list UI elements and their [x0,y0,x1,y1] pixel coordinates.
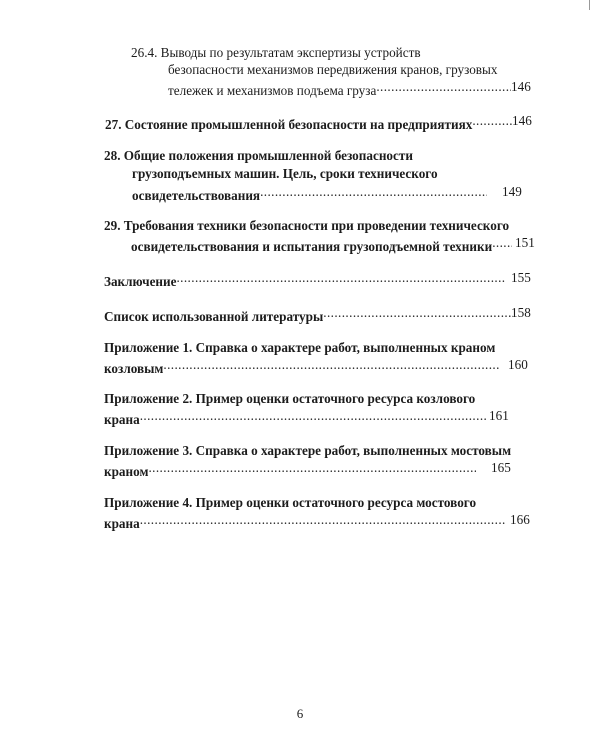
toc-entry-27-title: 27. Состояние промышленной безопасности на предприятиях [105,117,473,132]
toc-entry-appendix-3-page: 165 [491,460,511,475]
toc-entry-references-title: Список использованной литературы [104,309,324,324]
toc-entry-appendix-2-title-line1: Приложение 2. Пример оценки остаточного ресурса козлового [104,391,476,406]
page-number: 6 [296,706,304,721]
toc-entry-27-page: 146 [512,113,532,128]
toc-entry-references [104,305,513,325]
toc-entry-29-line2 [131,235,512,255]
toc-entry-28-title-line3: освидетельствования [132,188,261,203]
toc-entry-26-4-title-line3: тележек и механизмов подъема груза [168,83,377,98]
toc-entry-conclusion-page: 155 [511,270,531,285]
leader-dots [472,113,512,129]
toc-entry-appendix-2-line2 [104,408,486,428]
toc-entry-28-title-line1: 28. Общие положения промышленной безопасности [104,148,413,163]
toc-entry-appendix-4-line2 [104,512,505,532]
toc-entry-references-page: 158 [511,305,531,320]
toc-entry-26-4-title-line2: безопасности механизмов передвижения кранов, грузовых [168,62,498,77]
leader-dots [492,235,512,251]
toc-entry-appendix-1-title-line2: козловым [104,361,164,376]
toc-entry-appendix-2-page: 161 [489,408,509,423]
leader-dots [323,305,513,321]
toc-entry-29-title-line2: освидетельствования и испытания грузоподъемной техники [131,239,493,254]
toc-entry-28-title-line2: грузоподъемных машин. Цель, сроки технического [132,166,438,181]
leader-dots [260,184,487,200]
scan-mark [589,0,590,10]
toc-entry-26-4-title-line1: Выводы по результатам экспертизы устройств [160,45,421,60]
leader-dots [148,460,476,476]
toc-entry-appendix-4-page: 166 [510,512,530,527]
leader-dots [163,357,500,373]
toc-entry-appendix-3-line2 [104,460,476,480]
toc-entry-conclusion [104,270,506,290]
toc-entry-27 [105,113,512,133]
leader-dots [140,512,505,528]
toc-entry-26-4-line1 [131,45,421,61]
toc-entry-appendix-1-title-line1: Приложение 1. Справка о характере работ, выполненных краном [104,340,496,355]
leader-dots [140,408,486,424]
toc-entry-26-4-line3 [168,79,511,99]
toc-entry-26-4-number: 26.4. [131,45,158,60]
toc-entry-appendix-4-title-line1: Приложение 4. Пример оценки остаточного ресурса мостового [104,495,477,510]
toc-entry-26-4-page: 146 [511,79,531,94]
toc-entry-29-title-line1: 29. Требования техники безопасности при проведении технического [104,218,510,233]
leader-dots [376,79,511,95]
leader-dots [176,270,506,286]
toc-entry-29-page: 151 [515,235,535,250]
toc-entry-conclusion-title: Заключение [104,274,177,289]
toc-entry-28-line3 [132,184,487,204]
toc-entry-appendix-3-title-line1: Приложение 3. Справка о характере работ, выполненных мостовым [104,443,512,458]
toc-entry-appendix-1-line2 [104,357,500,377]
toc-entry-appendix-4-title-line2: крана [104,516,140,531]
toc-entry-28-page: 149 [502,184,522,199]
toc-entry-appendix-1-page: 160 [508,357,528,372]
toc-entry-appendix-3-title-line2: краном [104,464,149,479]
toc-entry-appendix-2-title-line2: крана [104,412,140,427]
